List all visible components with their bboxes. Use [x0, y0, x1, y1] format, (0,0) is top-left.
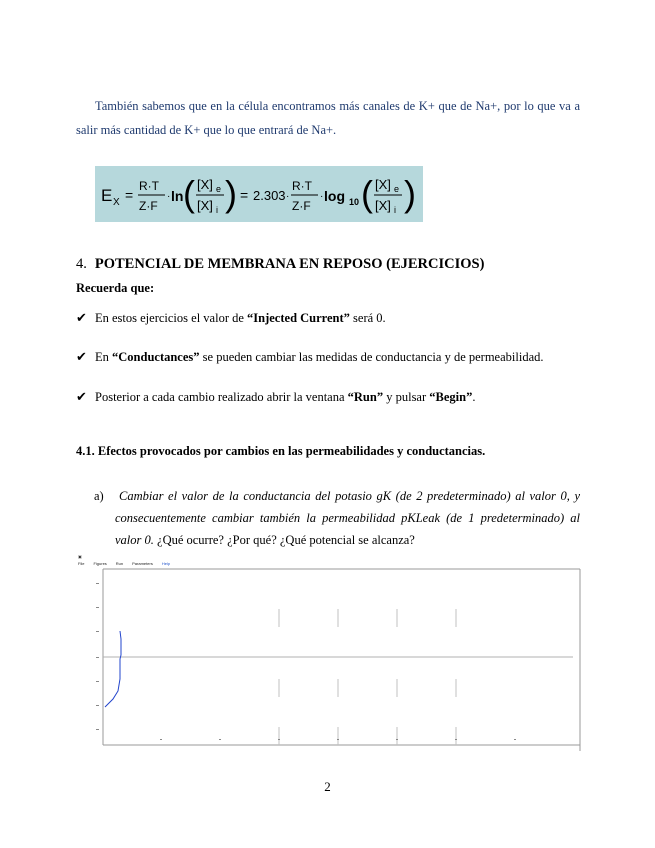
bullet-bold: “Begin” [429, 390, 473, 404]
svg-text:·: · [167, 191, 171, 202]
window-menubar [76, 560, 584, 567]
formula-equals-1: = [125, 187, 134, 203]
formula-coef: 2.303 [253, 188, 286, 203]
bullet-injected-current [76, 310, 386, 326]
section-number: 4. [76, 256, 87, 272]
formula-lhs: E [101, 186, 113, 205]
plot-y-ticks [96, 583, 99, 730]
bullet-text: En estos ejercicios el valor de [95, 311, 248, 325]
bullet-bold: “Conductances” [112, 350, 200, 364]
simulator-screenshot [76, 553, 584, 751]
voltage-plot [76, 567, 584, 751]
formula-xe-sub-2: e [394, 184, 400, 194]
svg-text:(: ( [183, 173, 195, 214]
section-title: POTENCIAL DE MEMBRANA EN REPOSO (EJERCICIOS) [94, 256, 485, 272]
formula-equals-2: = [240, 187, 249, 203]
bullet-text: se pueden cambiar las medidas de conductancia y de permeabilidad. [199, 350, 544, 364]
reminder-heading: Recuerda que: [76, 281, 155, 295]
formula-xi-1: [X] [197, 198, 213, 213]
menu-parameters: Parameters [132, 561, 153, 566]
bullet-text: . [472, 390, 476, 404]
svg-text:): ) [225, 173, 237, 214]
formula-rt-1: R·T [139, 179, 159, 193]
bullet-text: y pulsar [383, 390, 430, 404]
formula-xi-2: [X] [375, 198, 391, 213]
formula-graphic [99, 168, 419, 220]
bullet-bold: “Run” [347, 390, 384, 404]
formula-xe-1: [X] [197, 177, 213, 192]
question-letter: a) [94, 489, 104, 503]
svg-text:(: ( [361, 173, 373, 214]
menu-run: Run [115, 561, 124, 566]
svg-text:): ) [404, 173, 416, 214]
page-number: 2 [324, 779, 331, 794]
formula-log-sub: 10 [349, 197, 360, 207]
bullet-bold: “Injected Current” [247, 311, 350, 325]
question-instruction: Cambiar el valor de la conductancia del potasio gK (de 2 predeterminado) al valor 0, y consecuentemente cambiar también la permeabilidad pKLeak (de 1 predeterminado) al valor 0. [115, 489, 580, 547]
bullet-run-begin [76, 389, 475, 405]
subsection-heading: 4.1. Efectos provocados por cambios en las permeabilidades y conductancias. [76, 444, 486, 458]
formula-zf-1: Z·F [139, 199, 158, 213]
formula-xe-2: [X] [375, 177, 391, 192]
menu-figures: Figures [93, 561, 107, 566]
menu-help: Help [161, 561, 171, 566]
svg-text:·: · [320, 191, 324, 202]
question-prompt: ¿Qué ocurre? ¿Por qué? ¿Qué potencial se alcanza? [153, 533, 415, 547]
window-titlebar: ▣ [78, 554, 82, 559]
formula-lhs-sub: X [113, 197, 120, 208]
formula-xi-sub-2: i [394, 205, 396, 215]
section-heading [76, 256, 484, 273]
bullet-text: En [95, 350, 113, 364]
intro-paragraph: También sabemos que en la célula encontramos más canales de K+ que de Na+, por lo que va a salir más cantidad de K+ que lo que entrará de Na+. [76, 99, 580, 137]
bullet-text: será 0. [349, 311, 386, 325]
check-icon: ✔ [76, 389, 87, 404]
formula-ln: ln [171, 188, 184, 204]
membrane-potential-trace [105, 631, 121, 707]
check-icon: ✔ [76, 349, 87, 364]
bullet-text: Posterior a cada cambio realizado abrir la ventana [95, 390, 348, 404]
formula-xi-sub-1: i [216, 205, 218, 215]
formula-log: log [324, 188, 345, 204]
bullet-conductances [76, 349, 544, 365]
question-a [94, 485, 580, 551]
nernst-formula [95, 166, 423, 222]
menu-file: File [78, 561, 85, 566]
formula-rt-2: R·T [292, 179, 312, 193]
formula-zf-2: Z·F [292, 199, 311, 213]
svg-text:·: · [286, 191, 290, 202]
formula-xe-sub-1: e [216, 184, 222, 194]
plot-x-ticks [160, 739, 516, 740]
check-icon: ✔ [76, 310, 87, 325]
